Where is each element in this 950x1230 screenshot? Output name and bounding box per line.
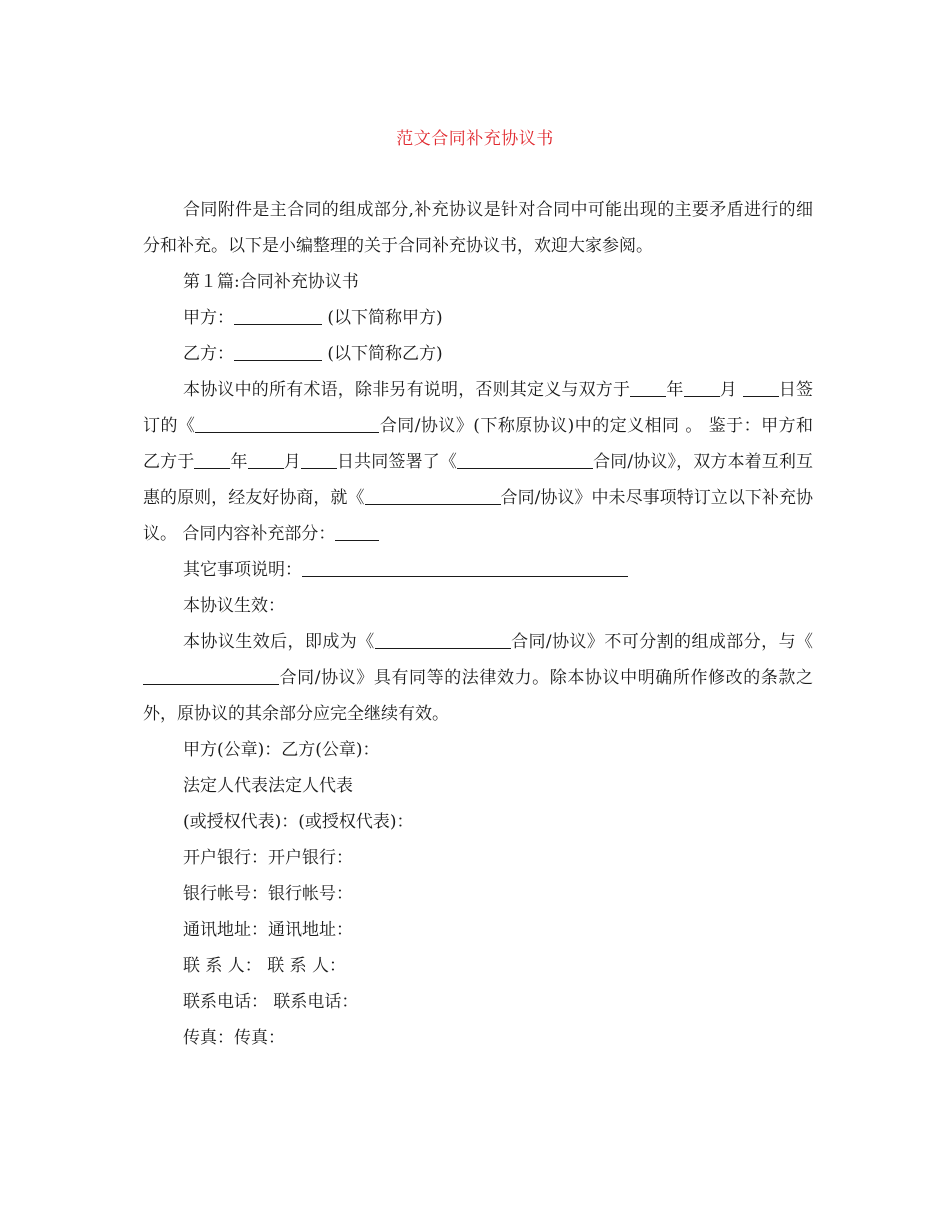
signature-block xyxy=(143,732,813,1056)
supplement-text: 合同/协议》中未尽事项特订立以下补充协议。 合同内容补充部分： xyxy=(143,488,813,544)
blank-contract-1 xyxy=(195,414,379,433)
signature-line: 银行帐号：银行帐号： xyxy=(183,884,353,904)
month-label-1: 月 xyxy=(719,380,738,400)
blank-day-2 xyxy=(301,450,337,469)
blank-contract-4 xyxy=(375,630,511,649)
other-matters-blank xyxy=(302,558,628,577)
day-jointly-text: 日共同签署了《 xyxy=(336,452,457,472)
party-b-label: 乙方： xyxy=(183,344,234,364)
other-matters-line xyxy=(143,552,813,588)
effect-text-3: 合同/协议》具有同等的法律效力。除本协议中明确所作修改的条款之外，原协议的其余部分应完全继续有效。 xyxy=(143,668,813,724)
blank-year-1 xyxy=(630,378,666,397)
party-a-blank xyxy=(234,306,322,325)
effect-paragraph xyxy=(143,624,813,732)
blank-supplement xyxy=(335,522,379,541)
party-b-blank xyxy=(234,342,322,361)
blank-month-2 xyxy=(248,450,284,469)
effect-text-1: 本协议生效后，即成为《 xyxy=(183,632,375,652)
blank-month-1 xyxy=(684,378,720,397)
signature-line: 甲方(公章)：乙方(公章)： xyxy=(183,740,380,760)
month-label-2: 月 xyxy=(283,452,301,472)
party-b-suffix: (以下简称乙方) xyxy=(327,344,443,364)
signature-line: 传真：传真： xyxy=(183,1028,285,1048)
party-a-suffix: (以下简称甲方) xyxy=(327,308,443,328)
blank-year-2 xyxy=(194,450,230,469)
day-signed-text: 日签订的《 xyxy=(143,380,814,436)
signature-line: (或授权代表)：(或授权代表)： xyxy=(183,812,414,832)
party-a-label: 甲方： xyxy=(183,308,234,328)
signature-line: 通讯地址：通讯地址： xyxy=(183,920,353,940)
signature-line: 开户银行：开户银行： xyxy=(183,848,353,868)
effect-text-2: 合同/协议》不可分割的组成部分，与《 xyxy=(510,632,813,652)
party-a-line xyxy=(143,300,813,336)
party-b-line xyxy=(143,336,813,372)
contract-ref-text: 合同/协议》(下称原协议)中的定义相同 。 鉴于：甲方和乙方于 xyxy=(143,416,813,472)
terms-paragraph xyxy=(143,372,813,552)
document-title: 范文合同补充协议书 xyxy=(396,129,554,149)
terms-text-1: 本协议中的所有术语，除非另有说明，否则其定义与双方于 xyxy=(183,380,631,400)
intro-paragraph: 合同附件是主合同的组成部分,补充协议是针对合同中可能出现的主要矛盾进行的细分和补充。以下是小编整理的关于合同补充协议书，欢迎大家参阅。 xyxy=(143,200,813,256)
year-label-1: 年 xyxy=(666,380,684,400)
signature-line: 联 系 人： 联 系 人： xyxy=(183,956,347,976)
blank-contract-3 xyxy=(365,486,501,505)
signature-line: 联系电话： 联系电话： xyxy=(183,992,359,1012)
blank-contract-2 xyxy=(457,450,593,469)
chapter-heading: 第１篇:合同补充协议书 xyxy=(183,272,359,292)
principle-text: 合同/协议》，双方本着互利互惠的原则，经友好协商，就《 xyxy=(143,452,814,508)
document-body xyxy=(143,192,813,1056)
signature-line: 法定人代表法定人代表 xyxy=(183,776,353,796)
other-matters-label: 其它事项说明： xyxy=(183,560,302,580)
blank-contract-5 xyxy=(143,666,279,685)
blank-day-1 xyxy=(743,378,779,397)
effect-heading: 本协议生效： xyxy=(183,596,285,616)
year-label-2: 年 xyxy=(230,452,248,472)
